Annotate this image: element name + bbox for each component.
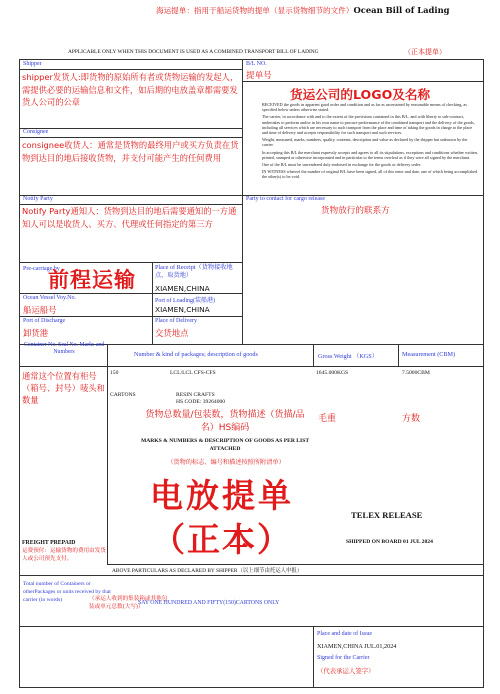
shipper-text[interactable]: shipper发货人:即货物的原始所有者或货物运输的发起人，需提供必要的运输信息和文件，如后期的电放盖章都需要发货人公司的公章 [22, 72, 239, 108]
freight-cn: 运费预付：运输货物的费用由发货人或公司预先支付。 [22, 548, 106, 562]
divider-h [19, 262, 242, 263]
loading-value[interactable]: XIAMEN,CHINA [155, 305, 210, 314]
issue-signed-cn: （代表承运人签字） [317, 667, 375, 675]
cargo-measure: 7.5000CBM [402, 370, 430, 376]
above-particulars-text: ABOVE PARTICULARS AS DECLARED BY SHIPPER（以上细节由托运人申报） [112, 568, 303, 574]
totals-label-text: Total number of Containers or otherPackages or units received by that carrier (in words) [23, 581, 111, 603]
consignee-label: Consignee [23, 129, 49, 135]
terms-paragraph: RECEIVED the goods in apparent good order and condition and as far as ascertained by reasonable means of checking, as specified below unless otherwise stated. [262, 102, 467, 113]
discharge-label: Port of Discharge [23, 318, 66, 324]
measure-cn: 方数 [402, 414, 421, 424]
terms-paragraph: IN WITNESS whereof the number of original B/L have been signed, all of this tenor and date, one of which being accomplished the other(s) to be void. [262, 169, 478, 180]
original-note: （正本提单） [404, 48, 446, 56]
terms-paragraph: The carrier, in accordance with and to the extent of the provisions contained in this B/L, and with liberty to sub-contract, undertakes to perform and/or in his own name to procure performance of the combined transport and the delivery of the goods, including all services which are necessary to such transport from the place and time of taking the goods in charge to the place and time of delivery and accepts responsibility for such transport and such services. [262, 114, 475, 136]
cargo-release-text[interactable]: 货物放行的联系方 [321, 206, 390, 216]
col-weight-label: Gross Weight （KGS） [318, 353, 378, 360]
divider-v [152, 262, 153, 344]
totals-cn-prefix: （承运人收到的集装箱或其他包装或单元总数(大写)） [89, 596, 168, 610]
divider-v [313, 344, 314, 366]
consignee-text[interactable]: consignee收货人：通常是货物的最终用户或买方负责在货物到达目的地后接收货物，并支付可能产生的任何费用 [22, 140, 239, 163]
terms-paragraph: One of the B/L must be surrendered duly endorsed in exchange for the goods or delivery order. [262, 162, 422, 168]
issue-signed-label: Signed for the Carrier [317, 655, 370, 661]
cargo-cartons: CARTONS [110, 392, 136, 398]
above-particulars [112, 566, 302, 574]
divider-h [107, 564, 484, 565]
pre-carriage-label: Pre-carriage by [23, 266, 60, 272]
cargo-hs: HS CODE: 39264000 [176, 399, 226, 405]
terms-paragraph: Weight, measured, marks, numbers, quality, contents, description and value as declared by the shipper but unknown by the carrier. [262, 137, 468, 148]
divider-h [19, 69, 242, 70]
telex-stamp-line2: （正本） [152, 520, 292, 559]
telex-stamp-line1: 电放提单 [150, 476, 294, 515]
header-title-en: Ocean Bill of Lading [353, 5, 450, 15]
weight-cn: 毛重 [318, 414, 337, 424]
loading-label: Port of Loading(装船港) [155, 298, 215, 304]
cargo-qty: 150 [110, 370, 119, 376]
desc-cn[interactable]: 货物总数量/包装数，货物描述（货描/品名）HS编码 [145, 410, 305, 433]
delivery-label: Place of Delivery [155, 318, 197, 324]
divider-h [19, 626, 484, 627]
header-title-cn: 海运提单：指用于船运货物的提单（显示货物细节的文件） [156, 6, 354, 15]
marks-cn-note: （货物的标志、编号和描述按照所附清单） [167, 459, 285, 466]
issue-place-label: Place and date of Issue [317, 631, 372, 637]
divider-v [313, 626, 314, 688]
cargo-release-label: Party to contact for cargo release [246, 196, 326, 202]
header-subtitle [68, 49, 368, 55]
company-terms [262, 102, 478, 180]
col-marks-label: Container No. Seal No. Marks and Numbers [23, 342, 105, 356]
header-title [156, 5, 496, 16]
divider-h [19, 366, 484, 367]
divider-h [19, 575, 484, 576]
vessel-label: Ocean Vessel Voy.No. [23, 295, 76, 301]
receipt-label: Place of Receipt（货物接收地点，取货地） [155, 264, 233, 279]
company-logo-text: 货运公司的LOGO及名称 [290, 87, 431, 102]
cargo-lcl: LCL/LCL CFS-CFS [170, 370, 216, 376]
bl-no-label: B/L NO. [246, 61, 267, 67]
notify-label: Notify Party [23, 196, 53, 202]
delivery-value[interactable]: 交货地点 [155, 328, 189, 338]
totals-value[interactable]: SAY ONE HUNDRED AND FIFTY(150)CARTONS ONLY [138, 600, 280, 606]
cargo-goods: RESIN CRAFTS [176, 392, 215, 398]
marks-cn[interactable]: 通常这个位置有柜号（箱号、封号）唛头和数量 [22, 371, 105, 405]
freight: FREIGHT PREPAID [22, 540, 76, 546]
receipt-value[interactable]: XIAMEN,CHINA [155, 284, 210, 293]
marks-en: MARKS & NUMBERS & DESCRIPTION OF GOODS AS PER LIST ATTACHED [140, 438, 310, 452]
bl-no-text[interactable]: 提单号 [246, 71, 272, 81]
telex-release: TELEX RELEASE [351, 510, 423, 520]
col-desc-label: Number & kind of packages; description of goods [134, 351, 258, 358]
issue-place-value[interactable]: XIAMEN,CHINA JUL.01,2024 [317, 643, 397, 650]
col-measure-label: Measurement (CBM) [402, 351, 456, 358]
divider-v [398, 344, 399, 366]
pre-carriage-text[interactable]: 前程运输 [48, 268, 136, 292]
terms-paragraph: In accepting this B/L the merchant expressly accepts and agrees to all its stipulations, exceptions and conditions whether written, printed, stamped or otherwise incorporated and in particular to the terms overleaf as if they were all signed by the merchant. [262, 149, 478, 160]
divider-v-top [242, 59, 243, 344]
discharge-value[interactable]: 卸货港 [23, 328, 49, 338]
cargo-weight: 1645.000KGS [316, 370, 349, 376]
shipped-on-board: SHIPPED ON BOARD 01 JUL 2024 [346, 539, 433, 545]
vessel-value[interactable]: 船运船号 [23, 305, 57, 315]
header-subtitle-text: APPLICABLE ONLY WHEN THIS DOCUMENT IS USED AS A COMBINED TRANSPORT BILL OF LADING [68, 49, 319, 55]
shipper-label: Shipper [23, 61, 42, 67]
divider-h [19, 137, 242, 138]
divider-h [19, 128, 242, 129]
divider-h [242, 81, 484, 82]
notify-text[interactable]: Notify Party通知人：货物到达目的地后需要通知的一方通知人可以是收货人、买方、代理或任何指定的第三方 [22, 206, 237, 229]
divider-h [19, 316, 242, 317]
